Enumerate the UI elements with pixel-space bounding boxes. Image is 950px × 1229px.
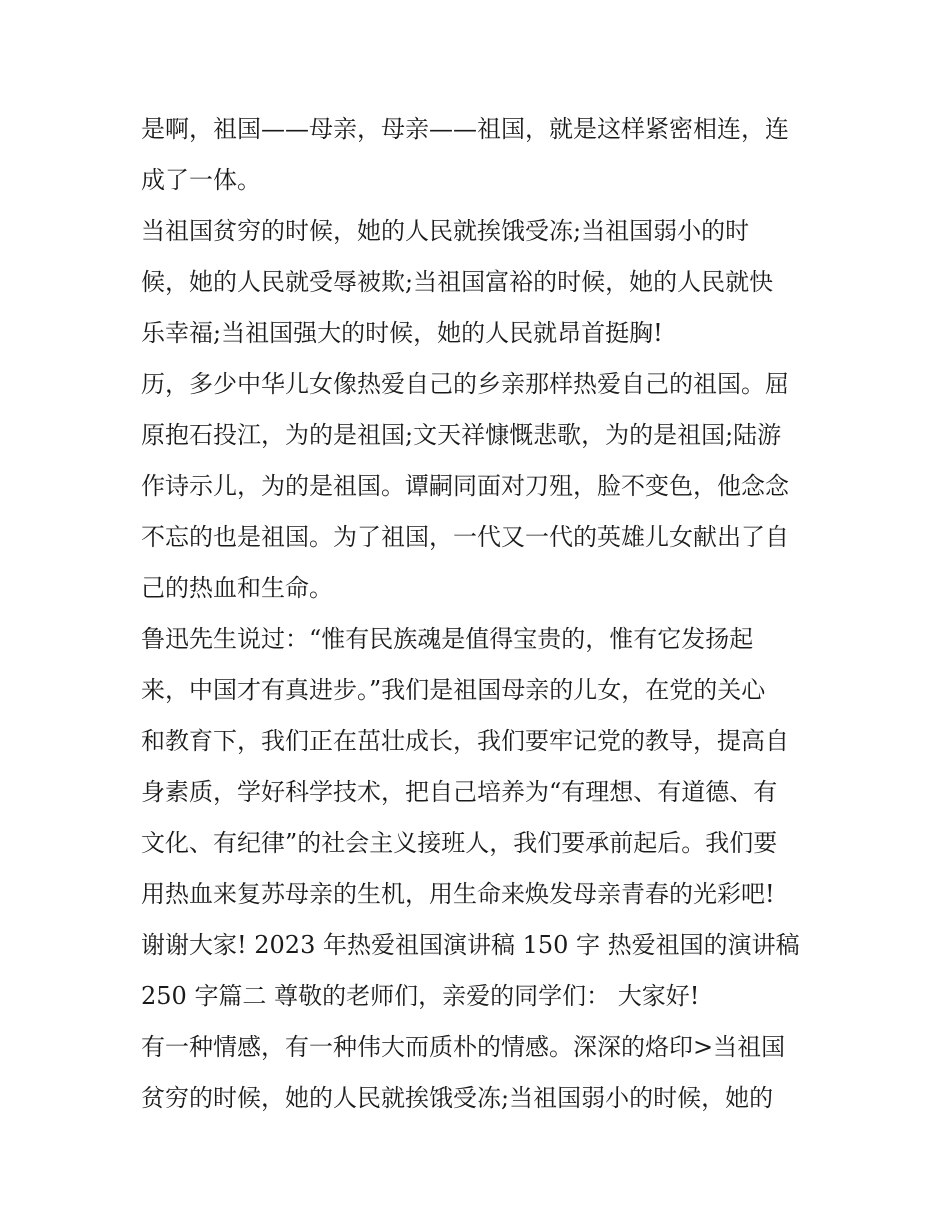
text-line: 当祖国贫穷的时候，她的人民就挨饿受冻;当祖国弱小的时	[141, 217, 750, 245]
text-line: 鲁迅先生说过：“惟有民族魂是值得宝贵的，惟有它发扬起	[141, 625, 754, 653]
text-line: 原抱石投江，为的是祖国;文天祥慷慨悲歌，为的是祖国;陆游	[141, 421, 782, 449]
text-line: 谢谢大家! 2023 年热爱祖国演讲稿 150 字 热爱祖国的演讲稿	[141, 931, 800, 959]
text-line: 身素质，学好科学技术，把自己培养为“有理想、有道德、有	[141, 778, 778, 806]
text-line: 己的热血和生命。	[141, 574, 333, 602]
text-line: 有一种情感，有一种伟大而质朴的情感。深深的烙印>当祖国	[141, 1033, 786, 1061]
text-line: 是啊，祖国——母亲，母亲——祖国，就是这样紧密相连，连	[141, 115, 789, 143]
text-line: 候，她的人民就受辱被欺;当祖国富裕的时候，她的人民就快	[141, 268, 774, 296]
text-line: 乐幸福;当祖国强大的时候，她的人民就昂首挺胸!	[141, 319, 663, 347]
text-line: 和教育下，我们正在茁壮成长，我们要牢记党的教导，提高自	[141, 727, 789, 755]
text-line: 文化、有纪律”的社会主义接班人，我们要承前起后。我们要	[141, 829, 778, 857]
text-line: 来，中国才有真进步。”我们是祖国母亲的儿女，在党的关心	[141, 676, 766, 704]
speech-text	[141, 104, 821, 1124]
text-line: 贫穷的时候，她的人民就挨饿受冻;当祖国弱小的时候，她的	[141, 1084, 774, 1112]
text-line: 作诗示儿，为的是祖国。谭嗣同面对刀殂，脸不变色，他念念	[141, 472, 789, 500]
text-line: 用热血来复苏母亲的生机，用生命来焕发母亲青春的光彩吧!	[141, 880, 775, 908]
text-line: 250 字篇二 尊敬的老师们，亲爱的同学们： 大家好!	[141, 982, 700, 1010]
text-line: 不忘的也是祖国。为了祖国，一代又一代的英雄儿女献出了自	[141, 523, 789, 551]
text-line: 成了一体。	[141, 166, 261, 194]
text-line: 历，多少中华儿女像热爱自己的乡亲那样热爱自己的祖国。屈	[141, 370, 789, 398]
